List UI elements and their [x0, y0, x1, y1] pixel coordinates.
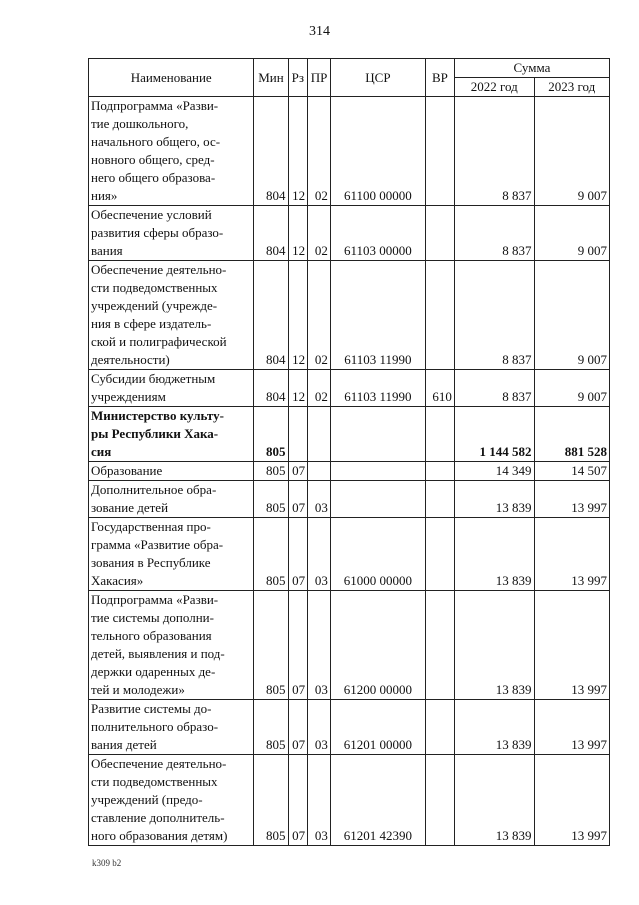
cell-pr: 03 — [308, 518, 331, 591]
cell-name: Министерство культу- ры Республики Хака- сия — [89, 407, 254, 462]
cell-csr: 61000 00000 — [330, 518, 425, 591]
cell-min: 804 — [254, 206, 288, 261]
table-header-row — [89, 59, 610, 78]
cell-min: 805 — [254, 591, 288, 700]
cell-csr: 61103 11990 — [330, 370, 425, 407]
cell-pr — [308, 462, 331, 481]
cell-name: Обеспечение условий развития сферы образо- вания — [89, 206, 254, 261]
cell-vr — [425, 481, 454, 518]
cell-rz: 12 — [288, 97, 308, 206]
cell-sum-2023: 14 507 — [534, 462, 610, 481]
cell-min: 805 — [254, 700, 288, 755]
cell-sum-2023: 881 528 — [534, 407, 610, 462]
cell-name: Обеспечение деятельно- сти подведомственных учреждений (предо- ставление дополнитель- ного образования детям) — [89, 755, 254, 846]
cell-name: Субсидии бюджетным учреждениям — [89, 370, 254, 407]
cell-sum-2023: 13 997 — [534, 518, 610, 591]
cell-vr — [425, 206, 454, 261]
cell-pr: 02 — [308, 97, 331, 206]
cell-sum-2023: 13 997 — [534, 700, 610, 755]
page-number: 314 — [309, 24, 330, 39]
cell-pr — [308, 407, 331, 462]
table-row — [89, 97, 610, 206]
cell-sum-2022: 13 839 — [454, 481, 534, 518]
cell-rz: 07 — [288, 462, 308, 481]
cell-vr — [425, 407, 454, 462]
table-row — [89, 462, 610, 481]
cell-vr — [425, 97, 454, 206]
table-row — [89, 481, 610, 518]
table-row — [89, 261, 610, 370]
header-name: Наименование — [89, 59, 254, 97]
cell-csr: 61103 11990 — [330, 261, 425, 370]
cell-rz: 07 — [288, 518, 308, 591]
cell-pr: 03 — [308, 481, 331, 518]
cell-vr — [425, 261, 454, 370]
cell-sum-2023: 13 997 — [534, 481, 610, 518]
cell-vr — [425, 518, 454, 591]
cell-rz: 07 — [288, 591, 308, 700]
cell-min: 804 — [254, 97, 288, 206]
table-row — [89, 755, 610, 846]
cell-rz: 07 — [288, 700, 308, 755]
cell-min: 804 — [254, 261, 288, 370]
table-row — [89, 407, 610, 462]
cell-name: Подпрограмма «Разви- тие системы дополни- тельного образования детей, выявления и под- держки одаренных де- тей и молодежи» — [89, 591, 254, 700]
cell-pr: 02 — [308, 370, 331, 407]
cell-name: Развитие системы до- полнительного образо- вания детей — [89, 700, 254, 755]
cell-name: Образование — [89, 462, 254, 481]
table-body — [89, 97, 610, 846]
cell-name: Обеспечение деятельно- сти подведомственных учреждений (учрежде- ния в сфере издатель- ской и полиграфической деятельности) — [89, 261, 254, 370]
cell-pr: 03 — [308, 591, 331, 700]
table-row — [89, 206, 610, 261]
cell-pr: 03 — [308, 700, 331, 755]
cell-min: 805 — [254, 518, 288, 591]
header-sum: Сумма — [454, 59, 609, 78]
cell-min: 805 — [254, 407, 288, 462]
cell-sum-2022: 8 837 — [454, 370, 534, 407]
budget-table — [88, 58, 610, 846]
cell-sum-2023: 13 997 — [534, 591, 610, 700]
cell-sum-2023: 13 997 — [534, 755, 610, 846]
table-row — [89, 700, 610, 755]
cell-sum-2022: 13 839 — [454, 591, 534, 700]
cell-name: Подпрограмма «Разви- тие дошкольного, начального общего, ос- новного общего, сред- него общего образова- ния» — [89, 97, 254, 206]
cell-csr: 61200 00000 — [330, 591, 425, 700]
header-csr: ЦСР — [330, 59, 425, 97]
cell-csr: 61103 00000 — [330, 206, 425, 261]
header-vr: ВР — [425, 59, 454, 97]
cell-min: 804 — [254, 370, 288, 407]
cell-csr — [330, 481, 425, 518]
cell-csr: 61201 00000 — [330, 700, 425, 755]
cell-csr: 61201 42390 — [330, 755, 425, 846]
cell-min: 805 — [254, 481, 288, 518]
cell-vr — [425, 462, 454, 481]
cell-vr — [425, 755, 454, 846]
cell-sum-2022: 1 144 582 — [454, 407, 534, 462]
cell-sum-2023: 9 007 — [534, 206, 610, 261]
cell-csr: 61100 00000 — [330, 97, 425, 206]
cell-csr — [330, 407, 425, 462]
footer-code: k309 b2 — [92, 858, 122, 868]
header-year-2023: 2023 год — [534, 78, 610, 97]
cell-vr: 610 — [425, 370, 454, 407]
cell-name: Дополнительное обра- зование детей — [89, 481, 254, 518]
header-rz: Рз — [288, 59, 308, 97]
cell-csr — [330, 462, 425, 481]
cell-name: Государственная про- грамма «Развитие обра- зования в Республике Хакасия» — [89, 518, 254, 591]
cell-pr: 03 — [308, 755, 331, 846]
cell-rz: 12 — [288, 206, 308, 261]
cell-rz — [288, 407, 308, 462]
table-row — [89, 518, 610, 591]
cell-rz: 07 — [288, 755, 308, 846]
cell-sum-2022: 13 839 — [454, 755, 534, 846]
header-pr: ПР — [308, 59, 331, 97]
cell-sum-2022: 8 837 — [454, 97, 534, 206]
cell-rz: 12 — [288, 370, 308, 407]
cell-pr: 02 — [308, 261, 331, 370]
cell-sum-2022: 8 837 — [454, 206, 534, 261]
cell-sum-2022: 14 349 — [454, 462, 534, 481]
cell-vr — [425, 700, 454, 755]
cell-min: 805 — [254, 755, 288, 846]
cell-sum-2022: 13 839 — [454, 700, 534, 755]
cell-rz: 07 — [288, 481, 308, 518]
cell-sum-2023: 9 007 — [534, 261, 610, 370]
cell-sum-2023: 9 007 — [534, 97, 610, 206]
cell-sum-2023: 9 007 — [534, 370, 610, 407]
cell-sum-2022: 13 839 — [454, 518, 534, 591]
cell-vr — [425, 591, 454, 700]
cell-sum-2022: 8 837 — [454, 261, 534, 370]
cell-rz: 12 — [288, 261, 308, 370]
header-min: Мин — [254, 59, 288, 97]
header-year-2022: 2022 год — [454, 78, 534, 97]
table-row — [89, 591, 610, 700]
cell-pr: 02 — [308, 206, 331, 261]
cell-min: 805 — [254, 462, 288, 481]
table-row — [89, 370, 610, 407]
